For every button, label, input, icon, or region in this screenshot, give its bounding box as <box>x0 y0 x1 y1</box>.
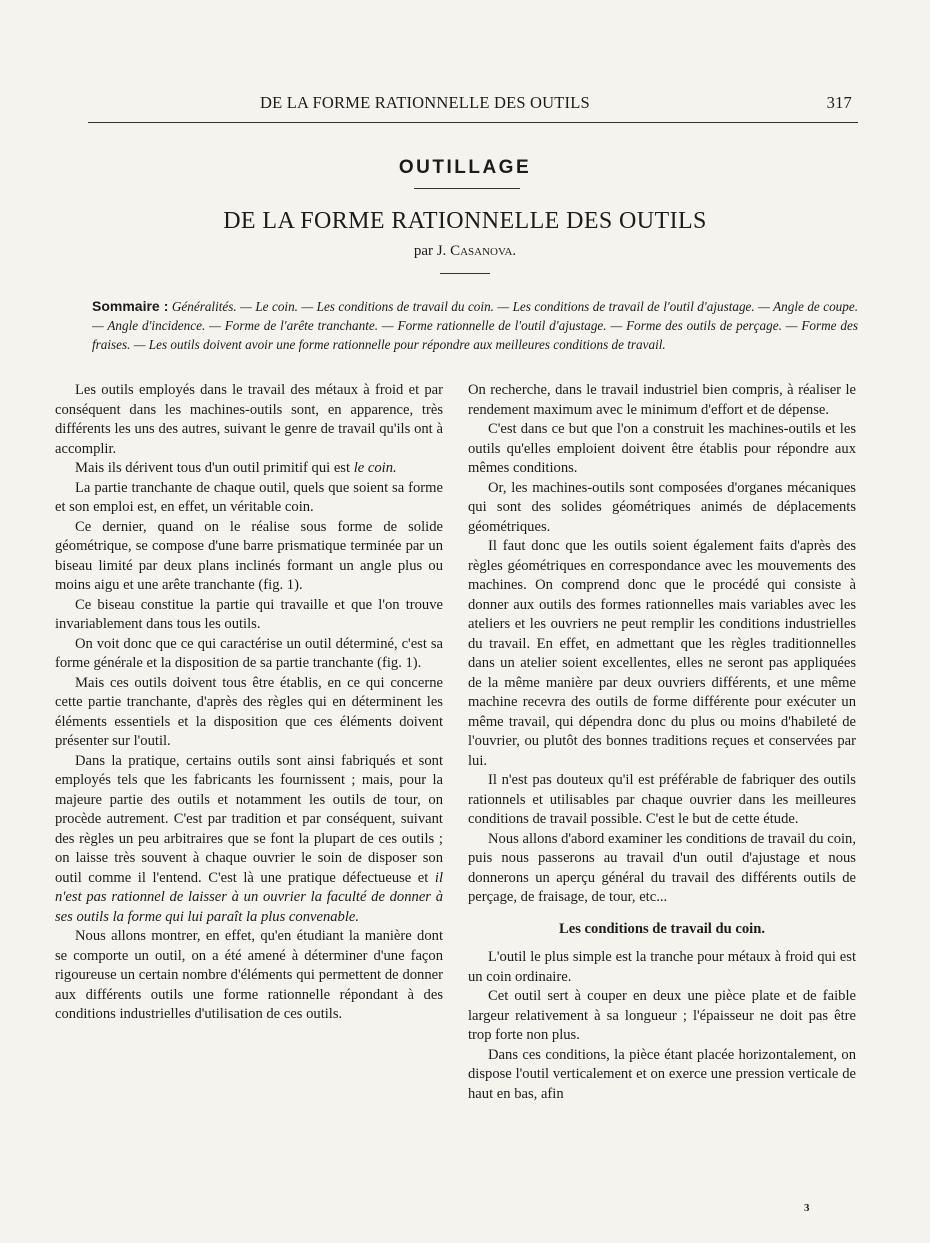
running-title: DE LA FORME RATIONNELLE DES OUTILS <box>260 93 590 112</box>
paragraph: Il faut donc que les outils soient également faits d'après des règles géométriques en correspondance avec les mouvements des machines. On comprend donc que le procédé qui consiste à donner aux outils des formes rationnelles mais variables avec les ateliers et les ouvriers ne peut remplir les conditions industrielles du travail. En effet, en admettant que les règles traditionnelles dans un atelier soient excellentes, elles ne seront pas appliquées de la même manière par deux ouvriers différents, et une même machine recevra des outils de forme différente pour exécuter un même travail, qui dépendra donc du plus ou moins d'habileté de l'ouvrier, ou plutôt des bonnes traditions reçues et conservées par lui. <box>468 538 856 769</box>
paragraph: La partie tranchante de chaque outil, quels que soient sa forme et son emploi est, en effet, un véritable coin. <box>55 479 443 515</box>
summary <box>92 297 858 354</box>
paragraph <box>55 752 443 928</box>
paragraph: C'est dans ce but que l'on a construit les machines-outils et les outils qu'elles emploient doivent être établis pour répondre aux mêmes conditions. <box>468 421 856 476</box>
section-subheading: Les conditions de travail du coin. <box>559 920 765 937</box>
title-rule <box>440 273 490 274</box>
summary-label: Sommaire : <box>92 298 169 314</box>
byline-prefix: par J. <box>413 243 447 259</box>
signature-mark: 3 <box>804 1202 810 1214</box>
right-column <box>468 381 856 1104</box>
paragraph: Cet outil sert à couper en deux une pièce plate et de faible largeur relativement à sa longueur ; l'épaisseur ne doit pas être trop forte non plus. <box>468 988 856 1043</box>
paragraph: On voit donc que ce qui caractérise un outil déterminé, c'est sa forme générale et la disposition de sa partie tranchante (fig. 1). <box>55 635 443 671</box>
paragraph: Nous allons montrer, en effet, qu'en étudiant la manière dont se comporte un outil, on a été amené à déterminer d'une façon rigoureuse un certain nombre d'éléments qui permettent de donner aux différents outils une forme rationnelle répondant à des conditions industrielles d'utilisation de ces outils. <box>55 928 443 1022</box>
paragraph-text: Mais ils dérivent tous d'un outil primitif qui est <box>75 460 354 476</box>
emphasis: il n'est pas rationnel de laisser à un ouvrier la faculté de donner à ses outils la forme qui lui paraît la plus convenable. <box>55 869 443 925</box>
paragraph: Ce dernier, quand on le réalise sous forme de solide géométrique, se compose d'une barre prismatique terminée par un biseau limité par deux plans inclinés formant un angle plus ou moins aigu et une arête tranchante (fig. 1). <box>55 518 443 593</box>
section-label: OUTILLAGE <box>398 157 532 178</box>
paragraph: Les outils employés dans le travail des métaux à froid et par conséquent dans les machines-outils sont, en apparence, très différents les uns des autres, suivant le genre de travail qu'ils ont à accomplir. <box>55 382 443 457</box>
paragraph: Or, les machines-outils sont composées d'organes mécaniques qui sont des solides géométriques animés de déplacements géométriques. <box>468 479 856 535</box>
paragraph: Dans ces conditions, la pièce étant placée horizontalement, on dispose l'outil verticalement et on exerce une pression verticale de haut en bas, afin <box>468 1046 856 1102</box>
article-title: DE LA FORME RATIONNELLE DES OUTILS <box>223 208 707 234</box>
paragraph-text: Dans la pratique, certains outils sont ainsi fabriqués et sont employés tels que les fabricants les fournissent ; mais, pour la majeure partie des outils et notamment les outils de tour, on procède autrement. C'est par tradition et par conséquent, suivant des règles un peu arbitraires que se font la plupart de ces outils ; on laisse très souvent à chaque ouvrier le soin de disposer son outil comme il l'entend. C'est là une pratique défectueuse et <box>55 752 443 886</box>
emphasis: le coin. <box>353 460 397 476</box>
running-head <box>88 93 858 115</box>
paragraph: Mais ces outils doivent tous être établis, en ce qui concerne cette partie tranchante, d'après des règles qui en déterminent les éléments essentiels et la disposition que ces éléments doivent présenter sur l'outil. <box>55 674 443 749</box>
byline-author: Casanova. <box>450 243 517 259</box>
paragraph: On recherche, dans le travail industriel bien compris, à réaliser le rendement maximum avec le minimum d'effort et de dépense. <box>468 382 856 418</box>
byline <box>0 243 930 260</box>
header-rule <box>88 122 858 123</box>
paragraph: Il n'est pas douteux qu'il est préférable de fabriquer des outils rationnels et utilisables par chaque ouvrier dans les meilleures conditions de travail possible. C'est le but de cette étude. <box>468 772 856 827</box>
page-number: 317 <box>826 93 852 112</box>
left-column <box>55 381 443 1025</box>
summary-text: Généralités. — Le coin. — Les conditions de travail du coin. — Les conditions de travail de l'outil d'ajustage. — Angle de coupe. — Angle d'incidence. — Forme de l'arête tranchante. — Forme rationnelle de l'outil d'ajustage. — Forme des outils de perçage. — Forme des fraises. — Les outils doivent avoir une forme rationnelle pour répondre aux meilleures conditions de travail. <box>92 299 859 352</box>
paragraph: Ce biseau constitue la partie qui travaille et que l'on trouve invariablement dans tous les outils. <box>55 596 443 632</box>
paragraph: L'outil le plus simple est la tranche pour métaux à froid qui est un coin ordinaire. <box>468 949 856 985</box>
paragraph <box>55 459 443 479</box>
paragraph: Nous allons d'abord examiner les conditions de travail du coin, puis nous passerons au travail d'un outil d'ajustage et nous donnerons un aperçu général du travail des différents outils de perçage, de fraisage, de tour, etc... <box>468 830 856 905</box>
section-rule <box>414 188 520 189</box>
